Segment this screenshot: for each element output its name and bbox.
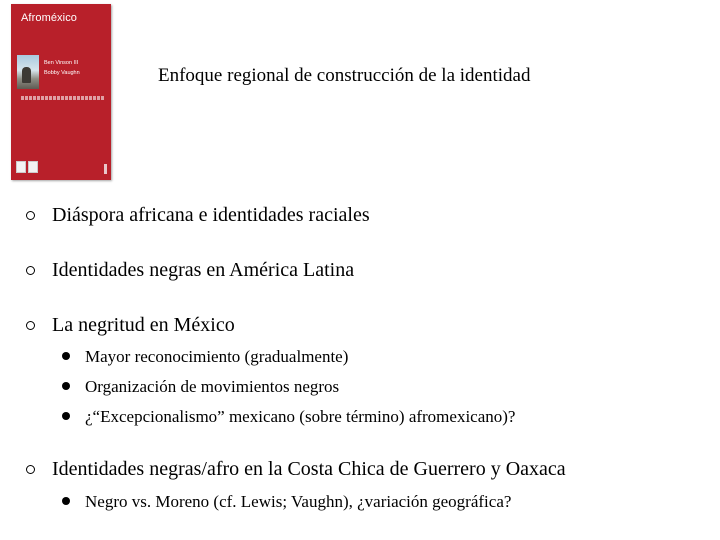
bullet-text: Identidades negras/afro en la Costa Chica de Guerrero y Oaxaca: [52, 458, 566, 480]
filled-circle-bullet-icon: [62, 352, 70, 360]
book-mark: [104, 164, 107, 174]
hollow-circle-bullet-icon: [26, 266, 35, 275]
sub-bullet-text: Organización de movimientos negros: [85, 377, 340, 396]
book-title: Afroméxico: [21, 12, 78, 24]
publisher-logo-icon: [28, 161, 38, 173]
filled-circle-bullet-icon: [62, 497, 70, 505]
book-subtitle-line: [21, 96, 105, 100]
hollow-circle-bullet-icon: [26, 321, 35, 330]
filled-circle-bullet-icon: [62, 382, 70, 390]
book-cover-photo: [17, 55, 39, 89]
slide-title: Enfoque regional de construcción de la identidad: [158, 65, 531, 86]
bullet-text: Diáspora africana e identidades raciales: [52, 204, 370, 226]
sub-bullet-text: Mayor reconocimiento (gradualmente): [85, 347, 349, 366]
sub-bullet-text: Negro vs. Moreno (cf. Lewis; Vaughn), ¿variación geográfica?: [85, 492, 512, 511]
book-author-1: Ben Vinson III: [44, 60, 79, 66]
bullet-text: Identidades negras en América Latina: [52, 259, 355, 281]
hollow-circle-bullet-icon: [26, 211, 35, 220]
filled-circle-bullet-icon: [62, 412, 70, 420]
hollow-circle-bullet-icon: [26, 465, 35, 474]
book-cover: [11, 4, 111, 180]
sub-bullet-text: ¿“Excepcionalismo” mexicano (sobre término) afromexicano)?: [85, 407, 516, 426]
book-author-2: Bobby Vaughn: [44, 70, 80, 76]
publisher-logo-icon: [16, 161, 26, 173]
bullet-text: La negritud en México: [52, 314, 235, 336]
